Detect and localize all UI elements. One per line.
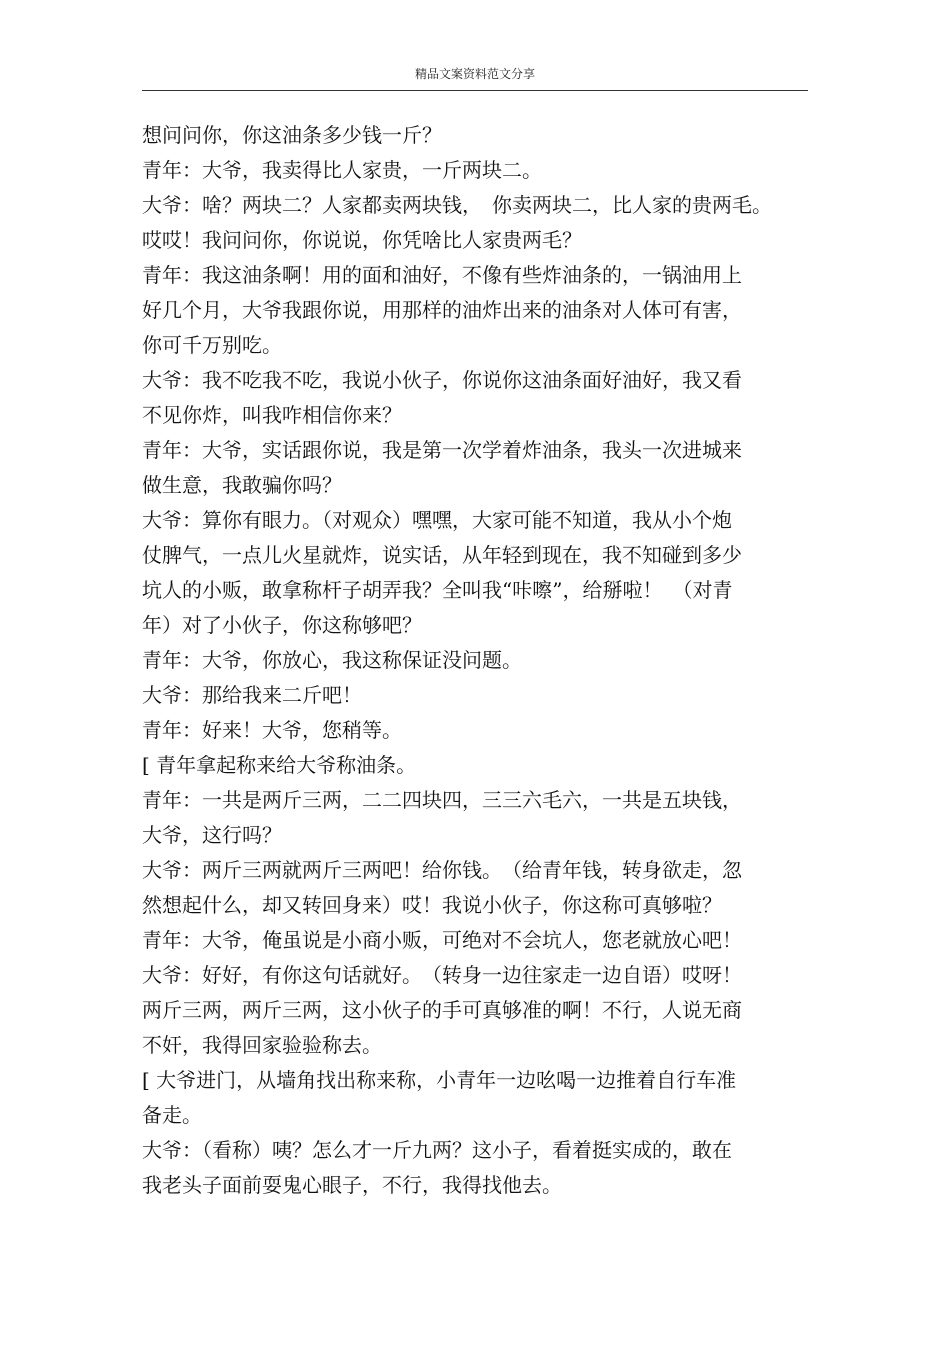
text-line: 大爷，这行吗？	[142, 823, 282, 847]
text-line: 青年：大爷，实话跟你说，我是第一次学着炸油条，我头一次进城来	[142, 438, 742, 462]
text-line: 大爷：我不吃我不吃，我说小伙子，你说你这油条面好油好，我又看	[142, 368, 742, 392]
text-line: 两斤三两，两斤三两，这小伙子的手可真够准的啊！不行，人说无商	[142, 998, 742, 1022]
text-line: 大爷：（看称）咦？怎么才一斤九两？这小子，看着挺实成的，敢在	[142, 1138, 732, 1162]
script-body	[142, 118, 822, 1203]
text-line: 青年：大爷，俺虽说是小商小贩，可绝对不会坑人，您老就放心吧！	[142, 928, 742, 952]
text-line: 年）对了小伙子，你这称够吧？	[142, 613, 422, 637]
text-line: 大爷：啥？两块二？人家都卖两块钱， 你卖两块二，比人家的贵两毛。	[142, 193, 772, 217]
text-line: 青年：好来！大爷，您稍等。	[142, 718, 402, 742]
text-line: 备走。	[142, 1103, 202, 1127]
text-line: 大爷：算你有眼力。（对观众）嘿嘿，大家可能不知道，我从小个炮	[142, 508, 732, 532]
text-line: 不奸，我得回家验验称去。	[142, 1033, 382, 1057]
text-line: 青年：我这油条啊！用的面和油好，不像有些炸油条的，一锅油用上	[142, 263, 742, 287]
text-line: 好几个月，大爷我跟你说，用那样的油炸出来的油条对人体可有害，	[142, 298, 742, 322]
text-line: 我老头子面前耍鬼心眼子，不行，我得找他去。	[142, 1173, 562, 1197]
stage-direction-line: [ 青年拿起称来给大爷称油条。	[142, 753, 417, 777]
text-line: 仗脾气，一点儿火星就炸，说实话，从年轻到现在，我不知碰到多少	[142, 543, 742, 567]
text-line: 坑人的小贩，敢拿称杆子胡弄我？全叫我“咔嚓”，给掰啦！ （对青	[142, 578, 733, 602]
stage-direction-line: [ 大爷进门，从墙角找出称来称，小青年一边吆喝一边推着自行车准	[142, 1068, 737, 1092]
page-header: 精品文案资料范文分享	[414, 67, 535, 81]
text-line: 哎哎！我问问你，你说说，你凭啥比人家贵两毛？	[142, 228, 582, 252]
header-divider	[142, 90, 808, 91]
text-line: 想问问你，你这油条多少钱一斤？	[142, 123, 442, 147]
text-line: 青年：一共是两斤三两，二二四块四，三三六毛六，一共是五块钱，	[142, 788, 742, 812]
text-line: 大爷：两斤三两就两斤三两吧！给你钱。 （给青年钱，转身欲走，忽	[142, 858, 742, 882]
text-line: 青年：大爷，我卖得比人家贵，一斤两块二。	[142, 158, 542, 182]
text-line: 青年：大爷，你放心，我这称保证没问题。	[142, 648, 522, 672]
text-line: 你可千万别吃。	[142, 333, 282, 357]
text-line: 大爷：好好，有你这句话就好。 （转身一边往家走一边自语）哎呀！	[142, 963, 742, 987]
text-line: 然想起什么，却又转回身来）哎！我说小伙子，你这称可真够啦？	[142, 893, 722, 917]
text-line: 大爷：那给我来二斤吧！	[142, 683, 362, 707]
text-line: 做生意，我敢骗你吗？	[142, 473, 342, 497]
text-line: 不见你炸，叫我咋相信你来？	[142, 403, 402, 427]
